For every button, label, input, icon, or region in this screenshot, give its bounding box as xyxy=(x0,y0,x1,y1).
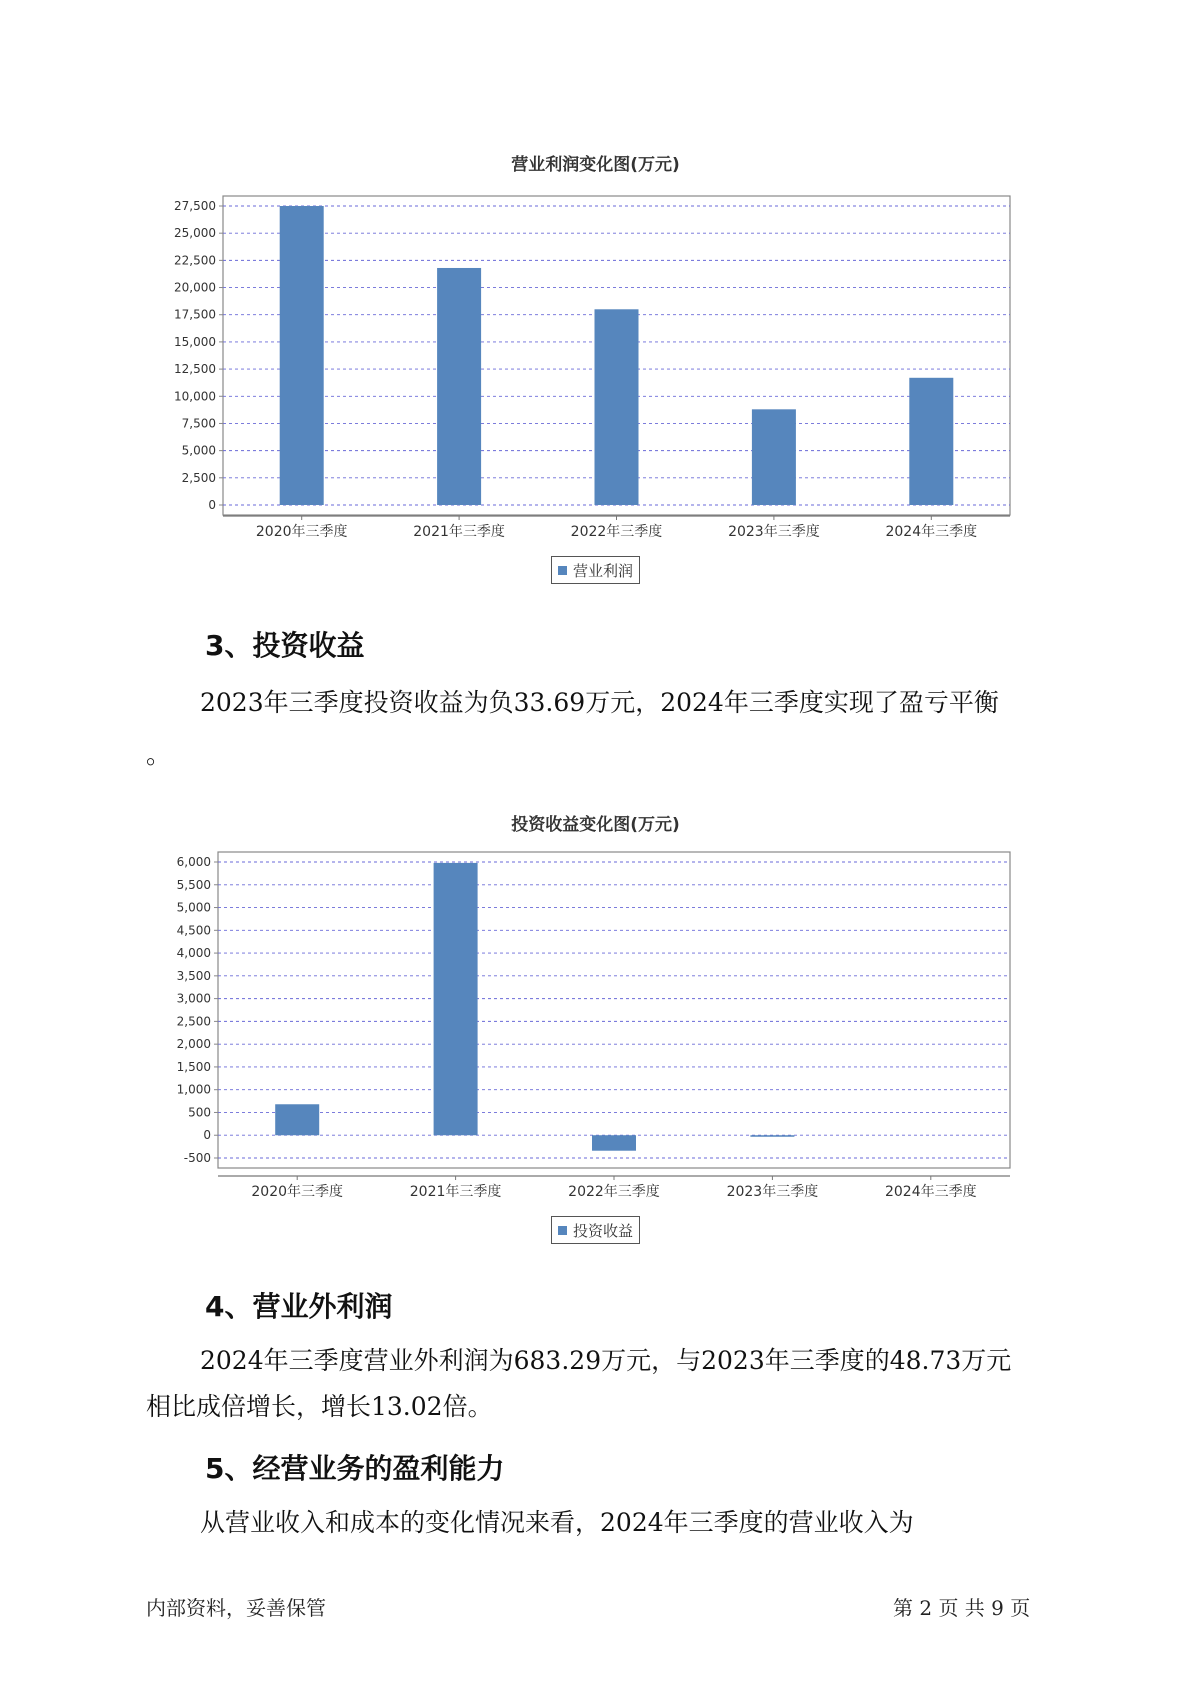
bar xyxy=(592,1135,636,1150)
y-tick-label: 3,500 xyxy=(176,968,211,983)
y-tick-label: 0 xyxy=(203,1128,211,1143)
x-tick-label: 2020年三季度 xyxy=(251,1184,344,1200)
y-tick-label: 5,000 xyxy=(181,443,216,458)
y-tick-label: 2,000 xyxy=(176,1037,211,1052)
chart2-legend-label: 投资收益 xyxy=(573,1221,634,1240)
x-tick-label: 2021年三季度 xyxy=(409,1184,502,1200)
x-tick-label: 2023年三季度 xyxy=(728,524,820,540)
y-tick-label: 1,500 xyxy=(176,1059,211,1074)
y-tick-label: 27,500 xyxy=(174,199,216,213)
bar xyxy=(275,1104,319,1135)
x-tick-label: 2022年三季度 xyxy=(570,524,663,540)
x-tick-label: 2021年三季度 xyxy=(413,524,505,540)
y-tick-label: 15,000 xyxy=(174,334,216,349)
section-heading-profitability: 5、经营业务的盈利能力 xyxy=(205,1452,505,1485)
y-tick-label: 10,000 xyxy=(174,389,216,404)
x-tick-label: 2022年三季度 xyxy=(568,1184,660,1200)
y-tick-label: 2,500 xyxy=(181,470,216,485)
x-tick-label: 2024年三季度 xyxy=(885,524,978,540)
paragraph-non-operating xyxy=(146,1338,1066,1430)
paragraph-line: 相比成倍增长，增长13.02倍。 xyxy=(146,1392,493,1421)
bar xyxy=(750,1135,794,1137)
footer-page-number: 第 2 页 共 9 页 xyxy=(893,1596,1031,1620)
y-tick-label: 1,000 xyxy=(176,1082,211,1097)
paragraph-line: 从营业收入和成本的变化情况来看，2024年三季度的营业收入为 xyxy=(200,1508,914,1537)
y-tick-label: 6,000 xyxy=(176,855,211,869)
paragraph-line: 。 xyxy=(146,740,172,769)
y-tick-label: 20,000 xyxy=(174,280,216,295)
plot-area xyxy=(218,852,1010,1168)
y-tick-label: -500 xyxy=(183,1151,211,1165)
y-tick-label: 7,500 xyxy=(181,416,216,431)
y-tick-label: 5,000 xyxy=(176,900,211,915)
y-tick-label: 4,500 xyxy=(176,923,211,938)
y-tick-label: 3,000 xyxy=(176,991,211,1006)
y-tick-label: 12,500 xyxy=(174,362,216,377)
paragraph-profitability xyxy=(146,1500,1066,1546)
paragraph-line: 2024年三季度营业外利润为683.29万元，与2023年三季度的48.73万元 xyxy=(200,1346,1012,1375)
y-tick-label: 17,500 xyxy=(174,307,216,322)
paragraph-line: 2023年三季度投资收益为负33.69万元，2024年三季度实现了盈亏平衡 xyxy=(200,688,999,717)
y-tick-label: 500 xyxy=(188,1105,211,1120)
x-tick-label: 2024年三季度 xyxy=(884,1184,977,1200)
legend-swatch xyxy=(558,1226,567,1235)
chart1-legend-label: 营业利润 xyxy=(573,561,634,580)
bar xyxy=(434,863,478,1135)
chart1-title: 营业利润变化图(万元) xyxy=(511,155,680,175)
chart2-legend xyxy=(551,1216,640,1244)
footer-confidential-note: 内部资料，妥善保管 xyxy=(146,1596,326,1620)
section-heading-non-operating: 4、营业外利润 xyxy=(205,1290,393,1323)
y-tick-label: 25,000 xyxy=(174,226,216,241)
y-tick-label: 22,500 xyxy=(174,253,216,268)
chart2-title: 投资收益变化图(万元) xyxy=(511,815,680,835)
y-tick-label: 0 xyxy=(208,498,216,512)
y-tick-label: 5,500 xyxy=(176,877,211,892)
x-tick-label: 2020年三季度 xyxy=(255,524,348,540)
x-tick-label: 2023年三季度 xyxy=(726,1184,819,1200)
section-heading-investment: 3、投资收益 xyxy=(205,629,365,662)
y-tick-label: 2,500 xyxy=(176,1014,211,1029)
y-tick-label: 4,000 xyxy=(176,946,211,961)
